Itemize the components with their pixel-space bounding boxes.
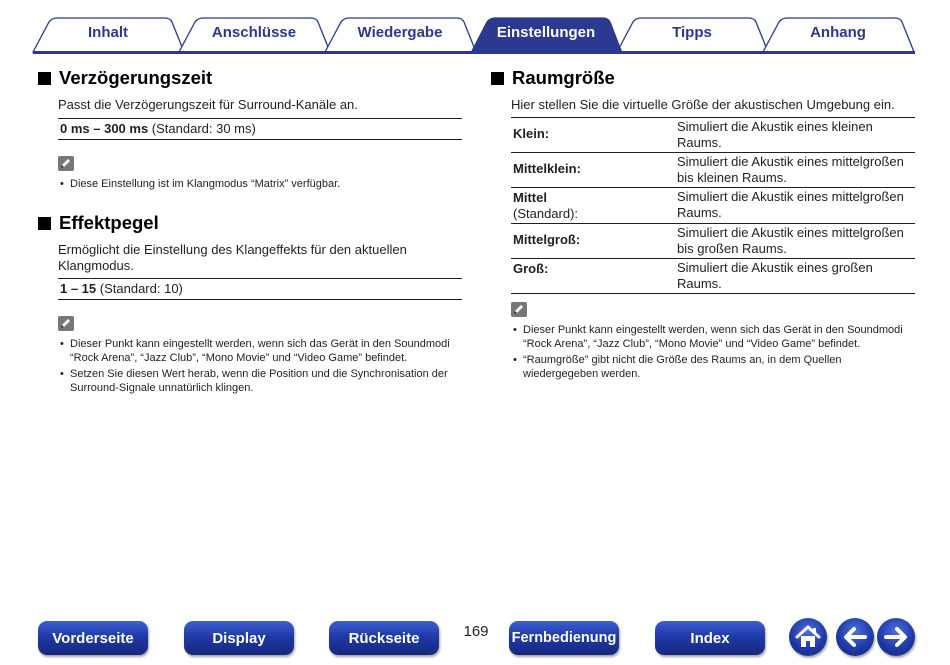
row-key-label: Mittelklein: xyxy=(513,161,581,176)
divider xyxy=(58,139,462,140)
row-key-label: Mittelgroß: xyxy=(513,232,581,247)
vorderseite-button[interactable]: Vorderseite xyxy=(38,621,148,655)
room-notes xyxy=(512,323,932,383)
tab-bar xyxy=(0,0,950,56)
delay-notes xyxy=(59,177,469,193)
note-line: Surround-Signale unnatürlich klingen. xyxy=(70,382,254,394)
delay-description: Passt die Verzögerungszeit für Surround-Kanäle an. xyxy=(58,97,358,112)
row-key-label: Klein: xyxy=(513,126,550,141)
rueckseite-button[interactable]: Rückseite xyxy=(329,621,439,655)
room-heading xyxy=(491,67,615,89)
row-value-line: Simuliert die Akustik eines mittelgroßen xyxy=(677,225,904,240)
pencil-note-icon xyxy=(58,316,74,331)
table-row xyxy=(511,153,915,188)
table-row xyxy=(511,259,915,294)
square-bullet-icon xyxy=(491,72,504,85)
delay-heading xyxy=(38,67,212,89)
home-icon xyxy=(789,618,827,656)
table-value xyxy=(673,188,915,224)
row-key-label: Groß: xyxy=(513,261,549,276)
delay-range xyxy=(60,121,256,137)
table-value xyxy=(673,259,915,294)
table-value xyxy=(673,153,915,188)
table-key xyxy=(511,224,673,259)
effect-heading xyxy=(38,212,159,234)
row-value-line: Simuliert die Akustik eines mittelgroßen xyxy=(677,154,904,169)
home-button[interactable] xyxy=(789,618,827,656)
effect-heading-text: Effektpegel xyxy=(59,212,159,233)
tab-inhalt[interactable]: Inhalt xyxy=(88,24,128,41)
list-item: • Diese Einstellung ist im Klangmodus “Matrix” verfügbar. xyxy=(59,177,469,191)
note-line: Dieser Punkt kann eingestellt werden, wenn sich das Gerät in den Soundmodi xyxy=(523,324,903,336)
square-bullet-icon xyxy=(38,72,51,85)
table-key xyxy=(511,118,673,153)
row-value-line: Simuliert die Akustik eines mittelgroßen xyxy=(677,189,904,204)
room-heading-text: Raumgröße xyxy=(512,67,615,88)
tab-einstellungen[interactable]: Einstellungen xyxy=(496,24,596,41)
row-key-label: Mittel xyxy=(513,190,547,205)
note-line: wiedergegeben werden. xyxy=(523,368,641,380)
row-key-extra: (Standard): xyxy=(513,205,579,221)
note-line: Setzen Sie diesen Wert herab, wenn die Position und die Synchronisation der xyxy=(70,368,448,380)
list-item xyxy=(512,323,932,351)
effect-range-default: (Standard: 10) xyxy=(96,281,183,296)
note-line: “Rock Arena”, “Jazz Club”, “Mono Movie” und “Video Game” befindet. xyxy=(523,338,861,350)
tab-anhang[interactable]: Anhang xyxy=(810,24,866,41)
row-value-line: bis großen Raums. xyxy=(677,240,787,256)
row-value-line: Raums. xyxy=(677,204,722,220)
page-number: 169 xyxy=(463,623,489,640)
table-row xyxy=(511,188,915,224)
pencil-note-icon xyxy=(58,156,74,171)
effect-description-line1: Ermöglicht die Einstellung des Klangeffekts für den aktuellen xyxy=(58,242,407,257)
back-button[interactable] xyxy=(836,618,874,656)
index-button[interactable]: Index xyxy=(655,621,765,655)
note-line: “Raumgröße” gibt nicht die Größe des Raums an, in dem Quellen xyxy=(523,354,842,366)
row-value-line: Simuliert die Akustik eines großen Raums. xyxy=(677,260,873,291)
effect-range-value: 1 – 15 xyxy=(60,281,97,296)
note-line: Dieser Punkt kann eingestellt werden, wenn sich das Gerät in den Soundmodi xyxy=(70,338,450,350)
forward-button[interactable] xyxy=(877,618,915,656)
divider xyxy=(58,299,462,300)
table-row xyxy=(511,224,915,259)
room-description: Hier stellen Sie die virtuelle Größe der akustischen Umgebung ein. xyxy=(511,97,895,112)
effect-range xyxy=(60,281,183,297)
table-value xyxy=(673,118,915,153)
delay-range-default: (Standard: 30 ms) xyxy=(148,121,256,136)
tab-tipps[interactable]: Tipps xyxy=(672,24,712,41)
delay-heading-text: Verzögerungszeit xyxy=(59,67,213,88)
effect-notes xyxy=(59,337,469,397)
note-line: “Rock Arena”, “Jazz Club”, “Mono Movie” und “Video Game” befindet. xyxy=(70,352,408,364)
arrow-left-icon xyxy=(836,618,874,656)
row-value-line: bis kleinen Raums. xyxy=(677,169,787,185)
divider xyxy=(58,278,462,279)
row-value-line: Raums. xyxy=(677,134,722,150)
room-size-table xyxy=(511,117,915,294)
display-button[interactable]: Display xyxy=(184,621,294,655)
tab-wiedergabe[interactable]: Wiedergabe xyxy=(357,24,443,41)
fernbedienung-button[interactable]: Fernbedienung xyxy=(509,621,619,655)
arrow-right-icon xyxy=(877,618,915,656)
tab-anschluesse[interactable]: Anschlüsse xyxy=(211,24,297,41)
table-key xyxy=(511,259,673,294)
delay-range-value: 0 ms – 300 ms xyxy=(60,121,149,136)
divider xyxy=(58,118,462,119)
table-value xyxy=(673,224,915,259)
square-bullet-icon xyxy=(38,217,51,230)
table-key xyxy=(511,153,673,188)
list-item xyxy=(59,337,469,365)
effect-description-line2: Klangmodus. xyxy=(58,258,134,273)
table-row xyxy=(511,118,915,153)
row-value-line: Simuliert die Akustik eines kleinen xyxy=(677,119,873,134)
table-key xyxy=(511,188,673,224)
pencil-note-icon xyxy=(511,302,527,317)
list-item xyxy=(512,353,932,381)
list-item xyxy=(59,367,469,395)
